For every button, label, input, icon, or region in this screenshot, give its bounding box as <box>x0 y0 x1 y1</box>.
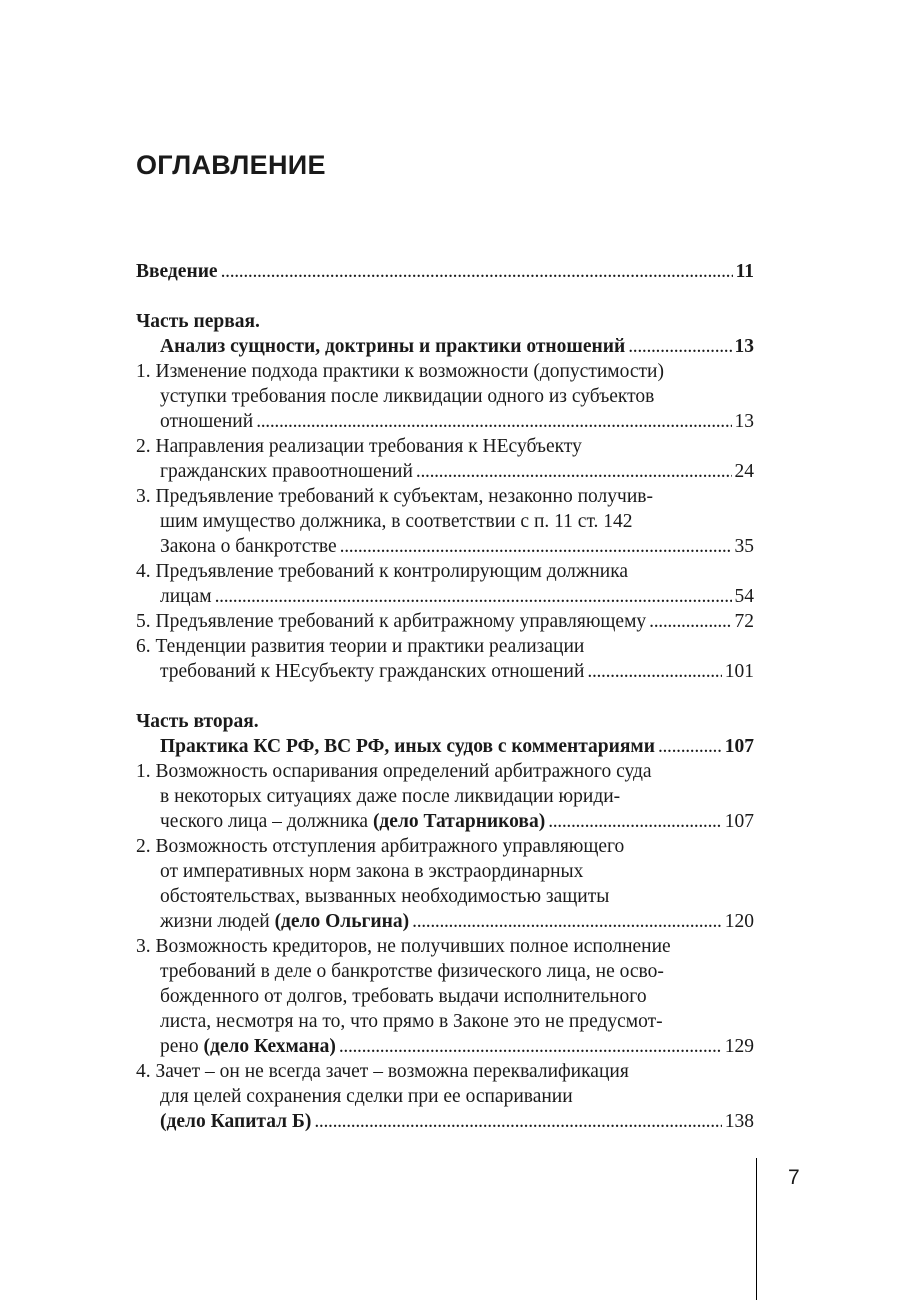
toc-page-number: 120 <box>724 911 754 932</box>
page-title: ОГЛАВЛЕНИЕ <box>136 150 326 180</box>
toc-entry-label: Анализ сущности, доктрины и практики отношений <box>160 336 626 357</box>
dot-leader <box>628 334 731 359</box>
toc-entry[interactable]: 1. Изменение подхода практики к возможности (допустимости) уступки требования после ликвидации одного из субъектов отношений . . . 13 <box>136 359 754 434</box>
case-name: (дело Кехмана) <box>203 1036 336 1057</box>
case-name: (дело Ольгина) <box>274 911 410 932</box>
toc-page-number: 138 <box>724 1111 754 1132</box>
toc-entry[interactable]: 3. Возможность кредиторов, не получивших полное исполнение требований в деле о банкротстве физического лица, не осво- божденного от долгов, требовать выдачи исполнительного листа, несмотря на то, что прямо в Законе это не предусмот- рено (дело Кехмана) . . . 129 <box>136 934 754 1059</box>
toc-entry-intro[interactable] <box>136 259 754 284</box>
toc-entry[interactable]: 5. Предъявление требований к арбитражному управляющему . . . 72 <box>136 609 754 634</box>
toc-page-number: 13 <box>734 336 754 357</box>
dot-leader <box>658 734 722 759</box>
toc-entry[interactable]: 2. Направления реализации требования к НЕсубъекту гражданских правоотношений . . . 24 <box>136 434 754 484</box>
toc-page-number: 101 <box>724 661 754 682</box>
dot-leader <box>221 259 733 284</box>
toc-entry[interactable]: 1. Возможность оспаривания определений арбитражного суда в некоторых ситуациях даже после ликвидации юриди- ческого лица – должника (дело Татарникова) . . . 107 <box>136 759 754 834</box>
toc-entry-part-one[interactable] <box>136 334 754 359</box>
toc-entry-part-two[interactable] <box>136 734 754 759</box>
page-edge-rule <box>756 1158 757 1300</box>
part-heading: Часть первая. <box>136 311 260 332</box>
toc-page-number: 107 <box>724 736 754 757</box>
toc-entry[interactable]: 3. Предъявление требований к субъектам, незаконно получив- шим имущество должника, в соответствии с п. 11 ст. 142 Закона о банкротстве . . . 35 <box>136 484 754 559</box>
toc-page-number: 11 <box>735 261 754 282</box>
toc-entry-label: Введение <box>136 261 218 282</box>
table-of-contents <box>136 259 754 1134</box>
case-name: (дело Капитал Б) <box>160 1111 312 1132</box>
toc-entry[interactable]: 6. Тенденции развития теории и практики реализации требований к НЕсубъекту гражданских отношений . . . 101 <box>136 634 754 684</box>
toc-entry[interactable]: 4. Зачет – он не всегда зачет – возможна переквалификация для целей сохранения сделки при ее оспаривании (дело Капитал Б) . . . 138 <box>136 1059 754 1134</box>
toc-entry[interactable]: 2. Возможность отступления арбитражного управляющего от императивных норм закона в экстраординарных обстоятельствах, вызванных необходимостью защиты жизни людей (дело Ольгина) . . . 120 <box>136 834 754 934</box>
toc-page-number: 13 <box>734 411 754 432</box>
toc-page-number: 35 <box>734 536 754 557</box>
case-name: (дело Татарникова) <box>372 811 546 832</box>
toc-page-number: 54 <box>734 586 754 607</box>
part-heading: Часть вторая. <box>136 711 259 732</box>
page-number: 7 <box>788 1166 800 1189</box>
toc-page-number: 72 <box>734 611 754 632</box>
toc-page-number: 107 <box>724 811 754 832</box>
toc-entry-label: Практика КС РФ, ВС РФ, иных судов с комментариями <box>160 736 655 757</box>
toc-page-number: 24 <box>734 461 754 482</box>
toc-entry[interactable]: 4. Предъявление требований к контролирующим должника лицам . . . 54 <box>136 559 754 609</box>
toc-page-number: 129 <box>724 1036 754 1057</box>
